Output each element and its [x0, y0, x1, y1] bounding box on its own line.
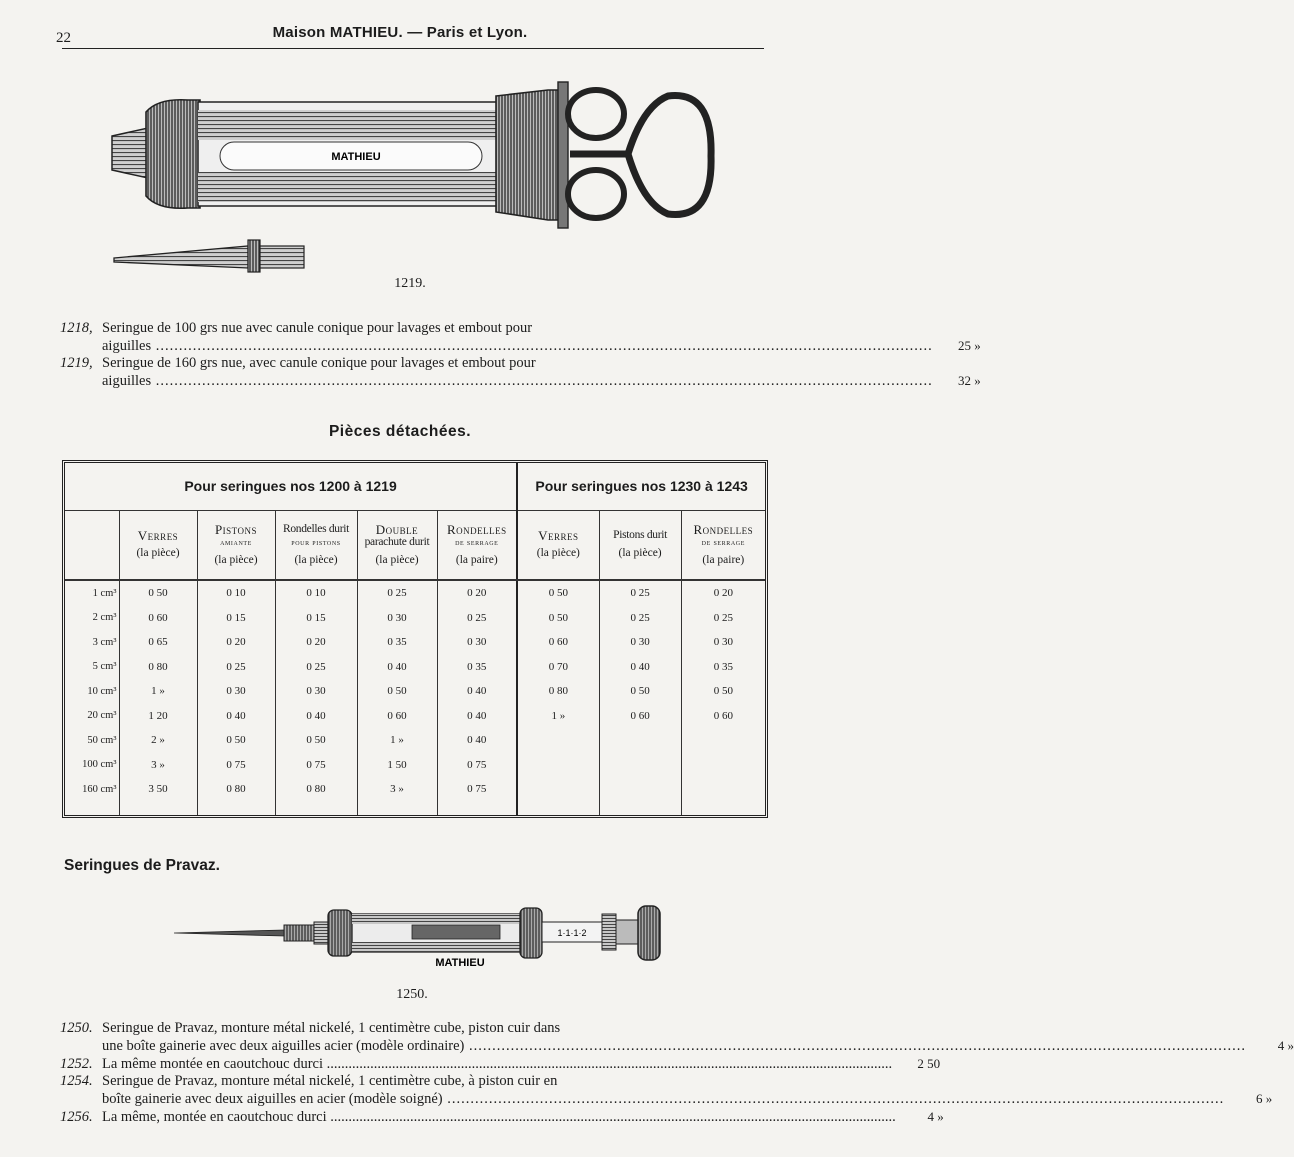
group-header-1200-1219: Pour seringues nos 1200 à 1219 — [65, 463, 517, 510]
figure-caption-1219: 1219. — [394, 276, 426, 291]
price-cell: 0 75 — [197, 752, 275, 777]
parts-table — [65, 463, 765, 815]
price-cell: 0 60 — [357, 703, 437, 728]
price-cell: 0 80 — [119, 654, 197, 679]
empty-cell — [681, 801, 765, 815]
item-price: 6 » — [1255, 1091, 1273, 1106]
column-header-4 — [357, 510, 437, 580]
item-ref: 1254. — [60, 1073, 93, 1089]
price-cell: 0 65 — [119, 630, 197, 655]
column-sub-label: de serrage — [455, 537, 499, 547]
item-description: Seringue de Pravaz, monture métal nickelé, 1 centimètre cube, à piston cuir en — [102, 1073, 558, 1089]
price-cell: 0 60 — [517, 630, 599, 655]
item-description: Seringue de 100 grs nue avec canule conique pour lavages et embout pour — [102, 320, 533, 336]
price-list-pravaz — [60, 1020, 1294, 1126]
column-header-8 — [681, 510, 765, 580]
price-cell: 0 60 — [119, 605, 197, 630]
page-number: 22 — [56, 30, 71, 46]
pravaz-syringe-illustration — [172, 900, 664, 970]
price-cell: 0 25 — [275, 654, 357, 679]
price-item-1218-cont — [60, 337, 981, 355]
price-cell: 0 40 — [599, 654, 681, 679]
syringe-brand-label: MATHIEU — [331, 151, 381, 163]
price-cell — [517, 777, 599, 802]
column-unit-label: (la paire) — [455, 553, 498, 566]
size-cell: 50 cm³ — [87, 734, 117, 746]
size-cell: 3 cm³ — [92, 636, 117, 648]
table-row — [65, 703, 765, 728]
price-cell: 0 30 — [357, 605, 437, 630]
column-sub-label: de serrage — [701, 537, 746, 547]
table-row — [65, 630, 765, 655]
empty-cell — [357, 801, 437, 815]
price-cell: 0 50 — [197, 728, 275, 753]
price-cell — [681, 777, 765, 802]
price-cell: 0 20 — [197, 630, 275, 655]
empty-cell — [275, 801, 357, 815]
price-cell: 0 10 — [275, 580, 357, 606]
table-row — [65, 580, 765, 606]
price-cell — [517, 752, 599, 777]
price-cell: 0 50 — [517, 580, 599, 606]
price-cell: 0 25 — [437, 605, 517, 630]
price-cell: 0 80 — [197, 777, 275, 802]
price-cell: 1 » — [517, 703, 599, 728]
price-item-cont — [60, 1037, 1294, 1055]
column-main-label: Pistons — [214, 521, 258, 537]
price-item-1219 — [60, 355, 768, 372]
column-main-label: Rondelles — [446, 521, 507, 537]
price-cell: 0 60 — [599, 703, 681, 728]
price-cell — [681, 728, 765, 753]
price-cell: 0 60 — [681, 703, 765, 728]
price-cell: 0 40 — [437, 703, 517, 728]
pravaz-brand-label: MATHIEU — [435, 957, 485, 969]
empty-cell — [119, 801, 197, 815]
item-description-cont: aiguilles — [102, 338, 152, 354]
column-sub-label: parachute durit — [364, 535, 430, 548]
table-row — [65, 605, 765, 630]
price-cell: 0 75 — [437, 752, 517, 777]
item-ref: 1250. — [60, 1020, 93, 1036]
column-header-2 — [197, 510, 275, 580]
price-cell: 1 50 — [357, 752, 437, 777]
item-ref: 1218, — [60, 320, 93, 336]
price-item-1218 — [60, 320, 768, 337]
page-header-title: Maison MATHIEU. — Paris et Lyon. — [272, 24, 528, 41]
price-item — [60, 1073, 768, 1090]
size-cell: 10 cm³ — [87, 685, 117, 697]
price-cell: 0 25 — [197, 654, 275, 679]
price-cell: 0 50 — [119, 580, 197, 606]
empty-cell — [599, 801, 681, 815]
price-cell: 0 80 — [517, 679, 599, 704]
column-sub-label: amiante — [220, 537, 252, 547]
syringe-scale-label: 1·1·1·2 — [557, 928, 587, 938]
price-cell — [599, 777, 681, 802]
table-row — [65, 728, 765, 753]
item-price: 32 » — [958, 373, 981, 388]
group-header-1230-1243: Pour seringues nos 1230 à 1243 — [517, 463, 765, 510]
price-cell: 0 20 — [437, 580, 517, 606]
item-ref: 1252. — [60, 1056, 93, 1072]
item-price: 4 » — [927, 1109, 944, 1124]
price-item — [60, 1020, 768, 1037]
price-cell: 0 30 — [681, 630, 765, 655]
table-row — [65, 777, 765, 802]
item-description: La même, montée en caoutchouc durci — [102, 1109, 327, 1125]
column-unit-label: (la paire) — [702, 553, 745, 566]
price-cell: 0 30 — [275, 679, 357, 704]
price-cell: 0 35 — [437, 654, 517, 679]
table-filler-row — [65, 801, 765, 815]
price-cell: 0 70 — [517, 654, 599, 679]
section-title-pravaz: Seringues de Pravaz. — [64, 857, 220, 874]
price-cell: 0 50 — [517, 605, 599, 630]
table-row — [65, 654, 765, 679]
column-header-3 — [275, 510, 357, 580]
item-price: 4 » — [1277, 1038, 1294, 1053]
item-ref: 1219, — [60, 355, 93, 371]
price-cell: 0 40 — [437, 728, 517, 753]
price-cell: 0 50 — [357, 679, 437, 704]
empty-cell — [437, 801, 517, 815]
price-cell: 0 80 — [275, 777, 357, 802]
price-cell — [517, 728, 599, 753]
column-main-label: Pistons durit — [613, 529, 668, 542]
item-description: La même montée en caoutchouc durci — [102, 1056, 324, 1072]
price-cell: 0 30 — [197, 679, 275, 704]
column-unit-label: (la pièce) — [294, 553, 338, 566]
price-item: 1256. La même, montée en caoutchouc durci ............................................................................................................................................................ 4 » — [60, 1109, 944, 1125]
empty-cell — [517, 801, 599, 815]
price-cell: 0 40 — [197, 703, 275, 728]
price-cell: 0 75 — [437, 777, 517, 802]
item-price: 2 50 — [917, 1056, 941, 1071]
price-cell: 0 20 — [681, 580, 765, 606]
table-row — [65, 679, 765, 704]
price-list-1218-1219 — [60, 320, 981, 390]
item-price: 25 » — [958, 338, 981, 353]
size-cell: 2 cm³ — [92, 612, 117, 624]
price-cell: 0 15 — [197, 605, 275, 630]
column-header-5 — [437, 510, 517, 580]
column-sub-label: pour pistons — [291, 537, 341, 547]
empty-cell — [65, 801, 119, 815]
table-row — [65, 752, 765, 777]
column-header-6 — [517, 510, 599, 580]
column-unit-label: (la pièce) — [214, 553, 258, 566]
empty-cell — [197, 801, 275, 815]
column-main-label: Rondelles — [693, 521, 754, 537]
column-unit-label: (la pièce) — [375, 553, 419, 566]
price-cell: 0 75 — [275, 752, 357, 777]
price-cell: 0 30 — [437, 630, 517, 655]
price-cell: 0 35 — [357, 630, 437, 655]
price-cell: 1 » — [119, 679, 197, 704]
price-cell: 0 10 — [197, 580, 275, 606]
price-cell: 0 30 — [599, 630, 681, 655]
column-main-label: Verres — [538, 528, 579, 544]
section-title-parts: Pièces détachées. — [328, 423, 472, 440]
size-cell: 1 cm³ — [92, 587, 117, 599]
price-cell: 0 35 — [681, 654, 765, 679]
price-item: 1252. La même montée en caoutchouc durci ............................................................................................................................................................ 2 50 — [60, 1056, 941, 1072]
column-main-label: Verres — [137, 528, 179, 544]
price-cell — [599, 728, 681, 753]
item-ref: 1256. — [60, 1109, 93, 1125]
column-unit-label: (la pièce) — [618, 547, 662, 560]
size-cell: 20 cm³ — [87, 710, 117, 722]
size-cell: 160 cm³ — [82, 783, 117, 795]
price-cell: 3 50 — [119, 777, 197, 802]
price-cell: 0 40 — [275, 703, 357, 728]
size-cell: 5 cm³ — [92, 661, 117, 673]
column-header-1 — [119, 510, 197, 580]
item-description: Seringue de Pravaz, monture métal nickelé, 1 centimètre cube, piston cuir dans — [102, 1020, 561, 1036]
price-cell: 0 25 — [357, 580, 437, 606]
column-unit-label: (la pièce) — [536, 547, 580, 560]
column-main-label: Rondelles durit — [282, 522, 350, 535]
price-cell: 0 40 — [357, 654, 437, 679]
item-description-cont: aiguilles — [102, 373, 152, 389]
size-column-header — [65, 510, 119, 580]
price-cell: 1 » — [357, 728, 437, 753]
price-cell: 3 » — [119, 752, 197, 777]
price-item-1219-cont — [60, 372, 981, 390]
syringe-1219-illustration — [108, 76, 723, 276]
price-cell: 0 50 — [275, 728, 357, 753]
price-cell: 0 50 — [681, 679, 765, 704]
price-cell: 0 40 — [437, 679, 517, 704]
price-cell: 0 15 — [275, 605, 357, 630]
column-main-label: Double — [375, 521, 419, 537]
figure-caption-1250: 1250. — [396, 987, 428, 1002]
parts-table-frame — [62, 460, 768, 818]
item-description-cont: une boîte gainerie avec deux aiguilles acier (modèle ordinaire) — [102, 1038, 465, 1054]
item-description-cont: boîte gainerie avec deux aiguilles en acier (modèle soigné) — [102, 1091, 443, 1107]
size-cell: 100 cm³ — [82, 759, 117, 771]
item-description: Seringue de 160 grs nue, avec canule conique pour lavages et embout pour — [102, 355, 536, 371]
header-rule — [62, 48, 764, 49]
price-cell — [681, 752, 765, 777]
price-cell: 2 » — [119, 728, 197, 753]
price-cell: 3 » — [357, 777, 437, 802]
price-item-cont — [60, 1090, 1273, 1108]
price-cell: 0 50 — [599, 679, 681, 704]
price-cell — [599, 752, 681, 777]
price-cell: 0 25 — [599, 580, 681, 606]
price-cell: 0 20 — [275, 630, 357, 655]
price-cell: 0 25 — [599, 605, 681, 630]
price-cell: 1 20 — [119, 703, 197, 728]
price-cell: 0 25 — [681, 605, 765, 630]
column-unit-label: (la pièce) — [136, 547, 180, 560]
column-header-7 — [599, 510, 681, 580]
